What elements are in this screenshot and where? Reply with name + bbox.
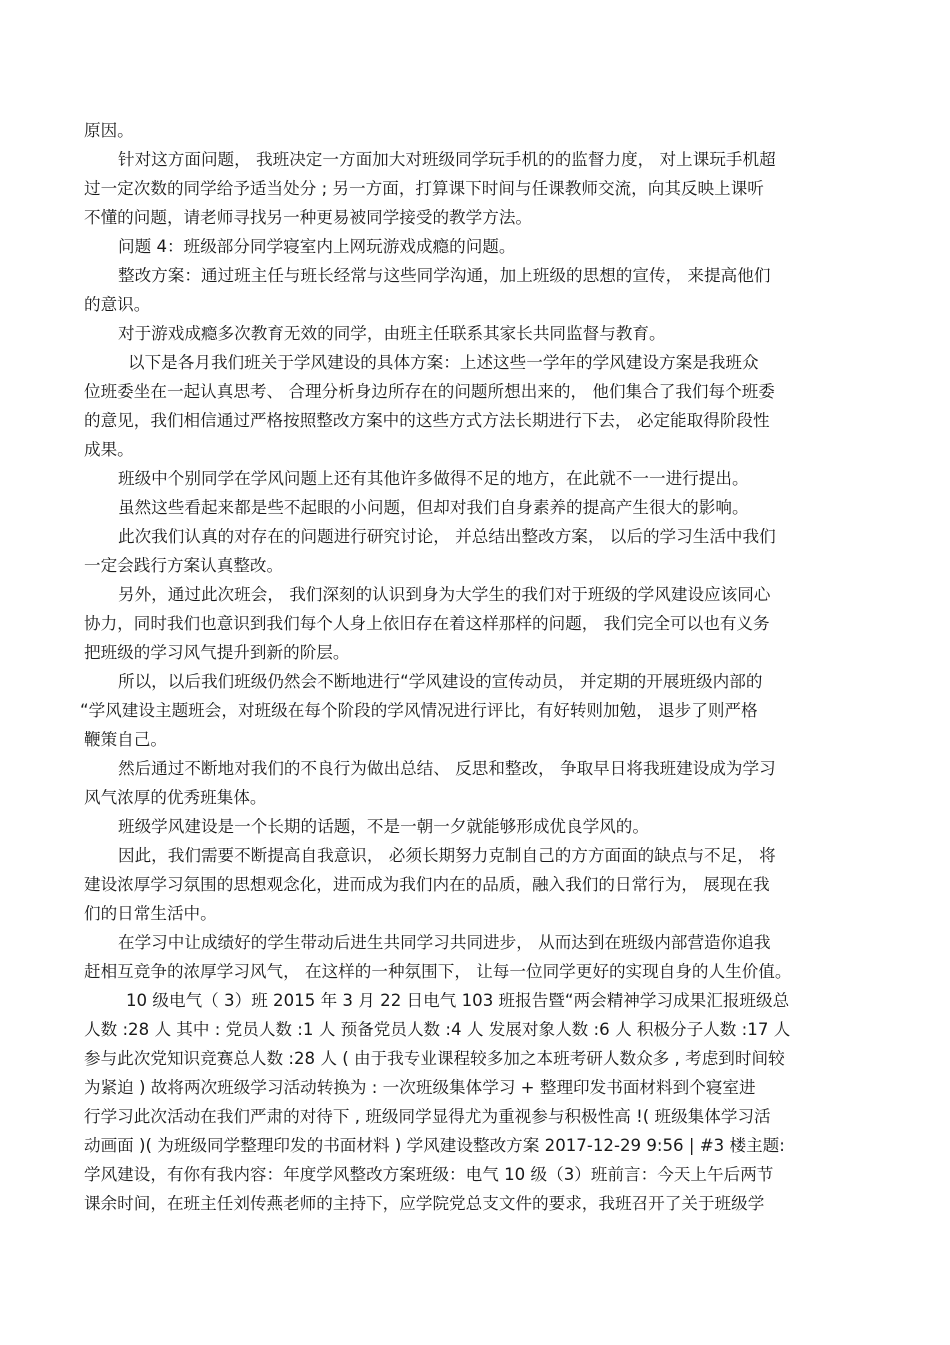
text-line: 班级中个别同学在学风问题上还有其他许多做得不足的地方，在此就不一一进行提出。 (118, 469, 749, 488)
text-line: 过一定次数的同学给予适当处分 ; 另一方面，打算课下时间与任课教师交流，向其反映上课听 (84, 179, 764, 198)
text-line: 10 级电气（ 3）班 2015 年 3 月 22 日电气 103 班报告暨“两会精神学习成果汇报班级总 (126, 991, 790, 1010)
text-line: 动画面 )( 为班级同学整理印发的书面材料 ) 学风建设整改方案 2017-12-29 9:56 | #3 楼主题: (84, 1136, 785, 1155)
text-line: 整改方案：通过班主任与班长经常与这些同学沟通，加上班级的思想的宣传， 来提高他们 (118, 266, 771, 285)
text-line: 原因。 (84, 121, 134, 140)
text-line: 参与此次党知识竞赛总人数 :28 人 ( 由于我专业课程较多加之本班考研人数众多 , 考虑到时间较 (84, 1049, 785, 1068)
text-line: 以下是各月我们班关于学风建设的具体方案：上述这些一学年的学风建设方案是我班众 (128, 353, 759, 372)
text-line: 建设浓厚学习氛围的思想观念化，进而成为我们内在的品质，融入我们的日常行为， 展现在我 (84, 875, 770, 894)
text-line: 协力，同时我们也意识到我们每个人身上依旧存在着这样那样的问题， 我们完全可以也有义务 (84, 614, 770, 633)
text-line: 所以，以后我们班级仍然会不断地进行“学风建设的宣传动员， 并定期的开展班级内部的 (118, 672, 763, 691)
text-line: 位班委坐在一起认真思考、 合理分析身边所存在的问题所想出来的， 他们集合了我们每个班委 (84, 382, 775, 401)
text-line: 把班级的学习风气提升到新的阶层。 (84, 643, 350, 662)
text-line: 行学习此次活动在我们严肃的对待下 , 班级同学显得尤为重视参与积极性高 !( 班级集体学习活 (84, 1107, 771, 1126)
text-line: 们的日常生活中。 (84, 904, 217, 923)
text-line: 在学习中让成绩好的学生带动后进生共同学习共同进步， 从而达到在班级内部营造你追我 (118, 933, 771, 952)
text-line: 风气浓厚的优秀班集体。 (84, 788, 267, 807)
text-line: 的意见，我们相信通过严格按照整改方案中的这些方式方法长期进行下去， 必定能取得阶段性 (84, 411, 770, 430)
text-line: 班级学风建设是一个长期的话题，不是一朝一夕就能够形成优良学风的。 (118, 817, 649, 836)
text-line: 成果。 (84, 440, 134, 459)
text-line: 然后通过不断地对我们的不良行为做出总结、 反思和整改， 争取早日将我班建设成为学习 (118, 759, 776, 778)
document-body (80, 116, 868, 1218)
text-line: 为紧迫 ) 故将两次班级学习活动转换为 : 一次班级集体学习 + 整理印发书面材料到个寝室进 (84, 1078, 756, 1097)
text-line: 另外，通过此次班会， 我们深刻的认识到身为大学生的我们对于班级的学风建设应该同心 (118, 585, 771, 604)
text-line: 人数 :28 人 其中 : 党员人数 :1 人 预备党员人数 :4 人 发展对象人数 :6 人 积极分子人数 :17 人 (84, 1020, 791, 1039)
text-line: “学风建设主题班会，对班级在每个阶段的学风情况进行评比，有好转则加勉， 退步了则严格 (80, 701, 758, 720)
text-line: 课余时间，在班主任刘传燕老师的主持下，应学院党总支文件的要求，我班召开了关于班级学 (84, 1194, 765, 1213)
text-line: 鞭策自己。 (84, 730, 167, 749)
text-line: 因此，我们需要不断提高自我意识， 必须长期努力克制自己的方方面面的缺点与不足， 将 (118, 846, 776, 865)
text-line: 的意识。 (84, 295, 151, 314)
text-line: 一定会践行方案认真整改。 (84, 556, 284, 575)
text-line: 学风建设，有你有我内容：年度学风整改方案班级：电气 10 级（3）班前言：今天上午后两节 (84, 1165, 774, 1184)
text-line: 不懂的问题，请老师寻找另一种更易被同学接受的教学方法。 (84, 208, 533, 227)
text-line: 对于游戏成瘾多次教育无效的同学，由班主任联系其家长共同监督与教育。 (118, 324, 666, 343)
text-line: 虽然这些看起来都是些不起眼的小问题，但却对我们自身素养的提高产生很大的影响。 (118, 498, 749, 517)
text-line: 此次我们认真的对存在的问题进行研究讨论， 并总结出整改方案， 以后的学习生活中我们 (118, 527, 776, 546)
text-line: 问题 4：班级部分同学寝室内上网玩游戏成瘾的问题。 (118, 237, 516, 256)
text-line: 赶相互竞争的浓厚学习风气， 在这样的一种氛围下， 让每一位同学更好的实现自身的人生价值。 (84, 962, 792, 981)
text-line: 针对这方面问题， 我班决定一方面加大对班级同学玩手机的的监督力度， 对上课玩手机超 (118, 150, 776, 169)
